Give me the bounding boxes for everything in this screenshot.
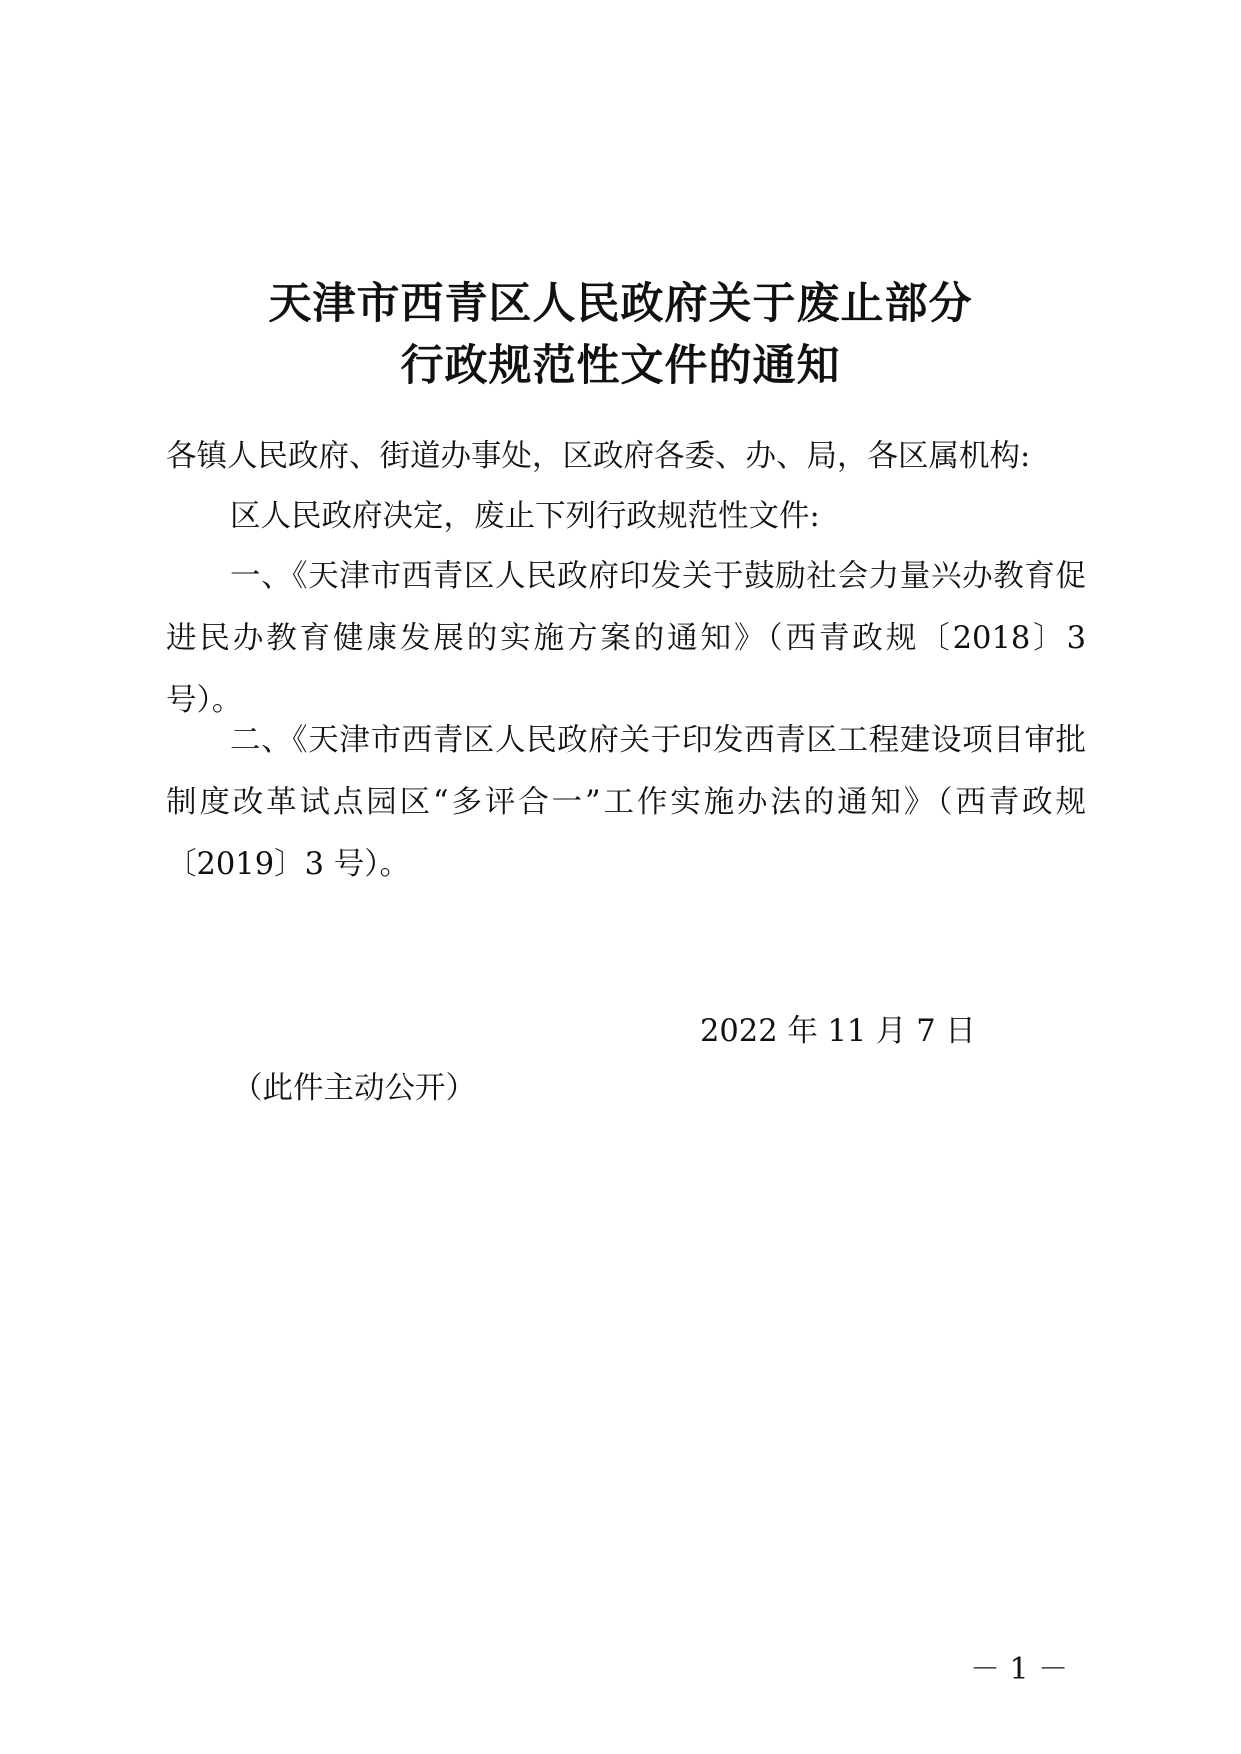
document-title-line-2: 行政规范性文件的通知 <box>400 341 841 391</box>
document-title-line-1: 天津市西青区人民政府关于废止部分 <box>268 279 973 329</box>
issue-date: 2022 年 11 月 7 日 <box>700 1014 976 1049</box>
repealed-item-1: 一、《天津市西青区人民政府印发关于鼓励社会力量兴办教育促进民办教育健康发展的实施方案的通知》（西青政规〔2018〕3 号）。 <box>166 559 1086 718</box>
addressee: 各镇人民政府、街道办事处，区政府各委、办、局，各区属机构: <box>166 439 1031 474</box>
intro-paragraph: 区人民政府决定，废止下列行政规范性文件: <box>230 499 820 534</box>
repealed-item-2: 二、《天津市西青区人民政府关于印发西青区工程建设项目审批制度改革试点园区“多评合一”工作实施办法的通知》（西青政规〔2019〕3 号）。 <box>166 723 1086 882</box>
public-disclosure-note: （此件主动公开） <box>232 1071 476 1106</box>
page-number: － 1 － <box>970 1652 1069 1687</box>
